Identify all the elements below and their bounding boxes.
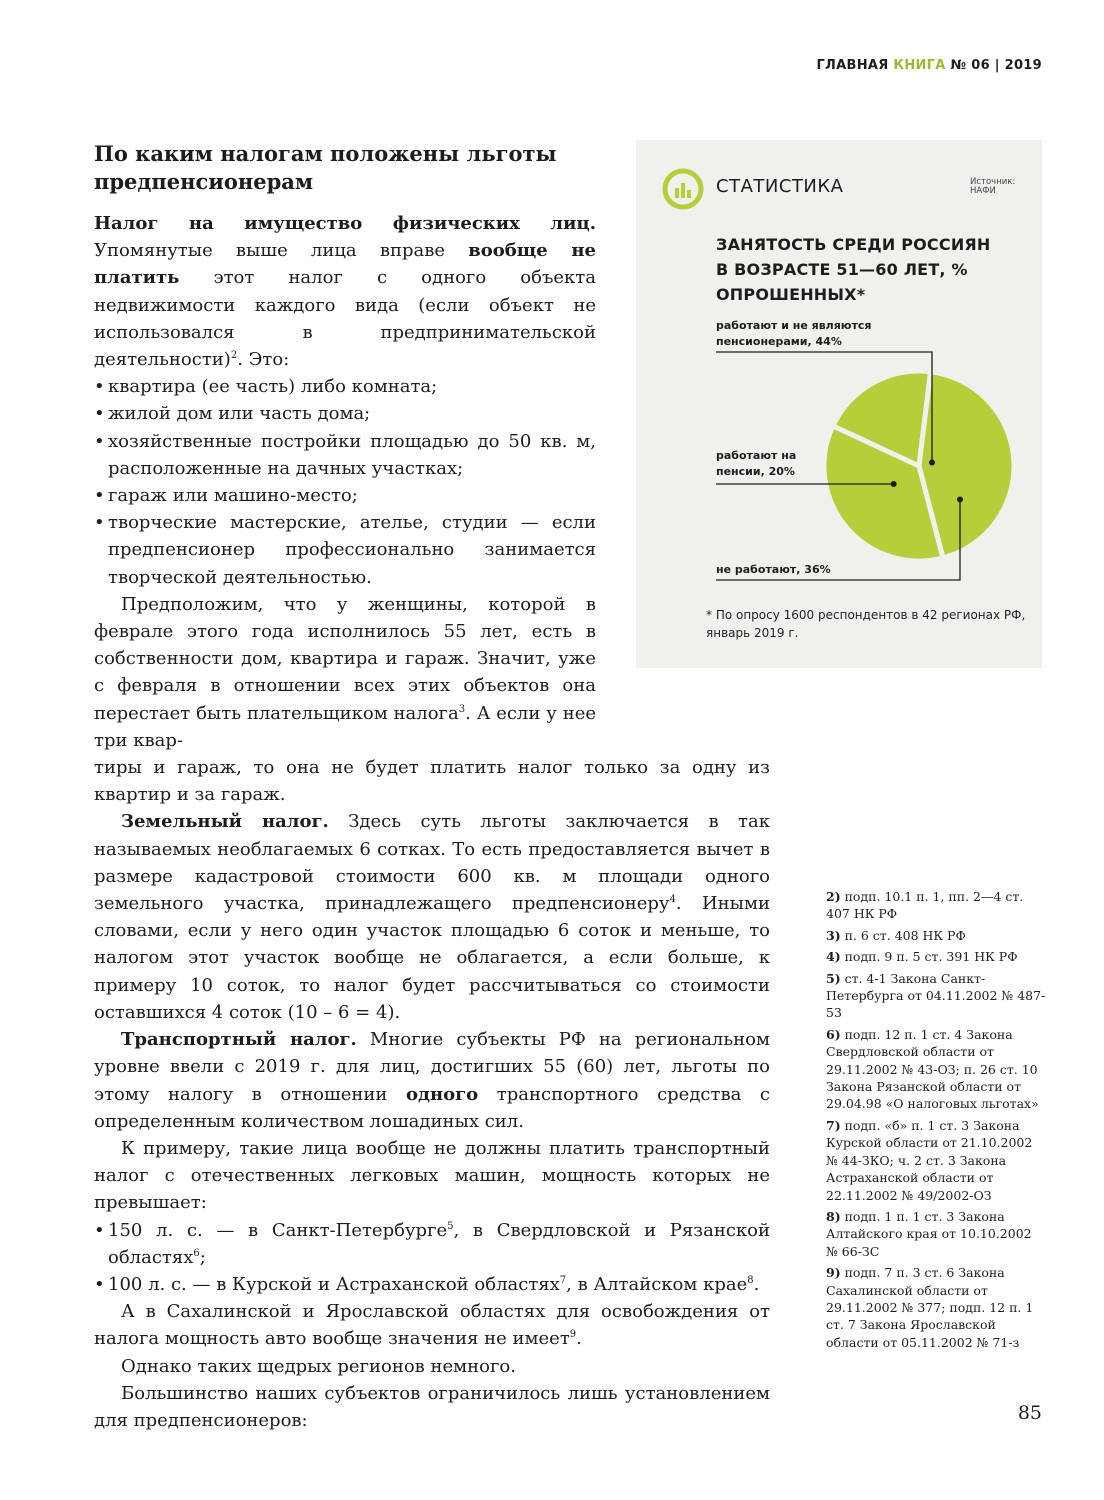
footnote-item: 2) подп. 10.1 п. 1, пп. 2—4 ст. 407 НК РФ bbox=[826, 889, 1024, 922]
footnote-ref: 6 bbox=[193, 1247, 200, 1259]
transport-tax-heading: Транспортный налог. bbox=[121, 1029, 357, 1051]
property-example-continued: тиры и гараж, то она не будет платить налог только за одну из квартир и за гараж. bbox=[94, 757, 770, 806]
list-item: • хозяйственные постройки площадью до 50 кв. м, расположенные на дачных участках; bbox=[94, 428, 596, 482]
footnote-item: 3) п. 6 ст. 408 НК РФ bbox=[826, 927, 966, 943]
magazine-header bbox=[816, 58, 1042, 73]
bold-emphasis: одного bbox=[405, 1083, 479, 1105]
statistics-label: СТАТИСТИКА bbox=[716, 176, 844, 197]
transport-paragraph-5: Большинство наших субъектов ограничилось лишь установлением для предпенсионеров: bbox=[94, 1382, 770, 1431]
footnote-ref: 7 bbox=[559, 1274, 567, 1286]
list-item: • гараж или машино-место; bbox=[94, 482, 596, 509]
property-example-paragraph: Предположим, что у женщины, которой в феврале этого года исполнилось 55 лет, есть в собственности дом, квартира и гараж. Значит, уже с февраля в отношении всех этих объектов она перестает быть плательщиком налога$^3$. А если у нее три квар- bbox=[94, 593, 596, 751]
footnote-ref: 9 bbox=[569, 1329, 577, 1341]
footnote-item: 8) подп. 1 п. 1 ст. 3 Закона Алтайского края от 10.10.2002 № 66-ЗС bbox=[826, 1208, 1032, 1259]
footnote-ref: 3 bbox=[458, 703, 466, 715]
footnote-ref: 5 bbox=[447, 1220, 454, 1232]
list-item: • квартира (ее часть) либо комната; bbox=[94, 373, 596, 400]
pie-chart bbox=[636, 140, 1042, 668]
header-title-accent: КНИГА bbox=[893, 58, 946, 73]
slice-label-working-pension: работают на пенсии, 20% bbox=[716, 449, 797, 478]
property-tax-paragraph: Налог на имущество физических лиц. Упомянутые выше лица вправе вообще не платить этот налог с одного объекта недвижимости каждого вида (если объект не использовался в предпринимательской деятельности)$^2$. Это: bbox=[94, 213, 596, 371]
footnote-ref: 4 bbox=[669, 894, 676, 906]
footnote-ref: 2 bbox=[230, 350, 238, 362]
chart-title: ЗАНЯТОСТЬ СРЕДИ РОССИЯН В ВОЗРАСТЕ 51—60 ЛЕТ, % ОПРОШЕННЫХ* bbox=[716, 235, 991, 304]
list-item: • жилой дом или часть дома; bbox=[94, 400, 596, 427]
footnote-item: 7) подп. «б» п. 1 ст. 3 Закона Курской области от 21.10.2002 № 44-ЗКО; ч. 2 ст. 3 Закона Астраханской области от 22.11.2002 № 49/2002-ОЗ bbox=[826, 1117, 1033, 1203]
page-number: 85 bbox=[1017, 1402, 1042, 1424]
transport-list bbox=[94, 1217, 770, 1299]
slice-label-working: работают и не являются пенсионерами, 44% bbox=[716, 319, 872, 348]
statistics-note: * По опросу 1600 респондентов в 42 регионах РФ, январь 2019 г. bbox=[706, 608, 1026, 640]
footnotes bbox=[826, 888, 1046, 1355]
footnote-item: 4) подп. 9 п. 5 ст. 391 НК РФ bbox=[826, 949, 1018, 965]
list-item: • творческие мастерские, ателье, студии — если предпенсионер профессионально занимается творческой деятельностью. bbox=[94, 509, 596, 591]
footnote-ref: 8 bbox=[747, 1274, 754, 1286]
land-tax-paragraph: Земельный налог. Здесь суть льготы заключается в так называемых необлагаемых 6 сотках. То есть предоставляется вычет в размере кадастровой стоимости 600 кв. м площади одного земельного участка, принадлежащего предпенсионеру$^4$. Иными словами, если у него один участок площадью 6 соток и меньше, то налогом этот участок вообще не облагается, а если больше, к примеру 10 соток, то налог будет рассчитываться со стоимости оставшихся 4 соток (10 – 6 = 4). bbox=[94, 811, 770, 1023]
transport-paragraph-3: А в Сахалинской и Ярославской областях для освобождения от налога мощность авто вообще значения не имеет$^9$. bbox=[94, 1301, 770, 1350]
footnote-item: 5) ст. 4-1 Закона Санкт-Петербурга от 04.11.2002 № 487-53 bbox=[826, 970, 1046, 1021]
leader-line-working-dot bbox=[929, 460, 935, 466]
slice-label-not-working: не работают, 36% bbox=[716, 563, 831, 576]
list-item: • 100 л. с. — в Курской и Астраханской областях$^7$, в Алтайском крае$^8$. bbox=[94, 1271, 770, 1298]
header-title: ГЛАВНАЯ bbox=[816, 58, 894, 73]
property-list bbox=[94, 373, 596, 591]
header-issue: № 06 | 2019 bbox=[945, 58, 1042, 73]
leader-line-working-pension-dot bbox=[891, 481, 897, 487]
land-tax-heading: Земельный налог. bbox=[121, 811, 329, 833]
leader-line-not-working-dot bbox=[957, 496, 963, 502]
transport-tax-paragraph: Транспортный налог. Многие субъекты РФ на региональном уровне ввели с 2019 г. для лиц, достигших 55 (60) лет, льготы по этому налогу в отношении одного транспортного средства с определенным количеством лошадиных сил. bbox=[94, 1029, 770, 1132]
article-title: По каким налогам положены льготы предпенсионерам bbox=[94, 141, 557, 194]
list-item: • 150 л. с. — в Санкт-Петербурге$^5$, в Свердловской и Рязанской областях$^6$; bbox=[94, 1217, 770, 1271]
footnote-item: 6) подп. 12 п. 1 ст. 4 Закона Свердловской области от 29.11.2002 № 43-ОЗ; п. 26 ст. 10 Закона Рязанской области от 29.04.98 «О налоговых льготах» bbox=[826, 1026, 1039, 1112]
property-tax-heading: Налог на имущество физических лиц. bbox=[94, 213, 596, 234]
footnote-item: 9) подп. 7 п. 3 ст. 6 Закона Сахалинской области от 29.11.2002 № 377; подп. 12 п. 1 ст. 7 Закона Ярославской области от 05.11.2002 № 71-з bbox=[826, 1265, 1034, 1350]
statistics-source: Источник: НАФИ bbox=[970, 177, 1016, 196]
bold-emphasis: вообще не платить bbox=[94, 240, 596, 289]
transport-example-paragraph: К примеру, такие лица вообще не должны платить транспортный налог с отечественных легковых машин, мощность которых не превышает: bbox=[94, 1137, 770, 1214]
statistics-box bbox=[636, 140, 1042, 668]
transport-paragraph-4: Однако таких щедрых регионов немного. bbox=[121, 1355, 516, 1377]
